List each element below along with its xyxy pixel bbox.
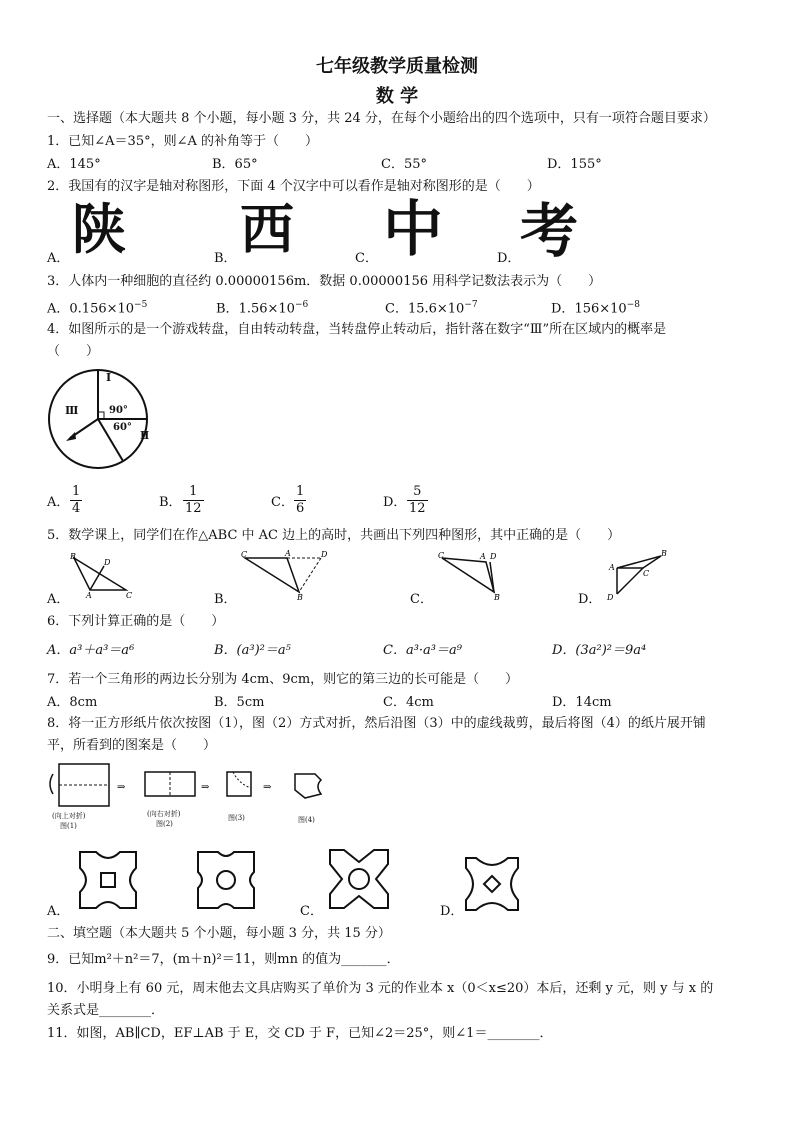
q1-option-d: D．155°: [547, 157, 602, 172]
subject-title: 数 学: [375, 86, 419, 107]
q11-text: 11．如图，AB∥CD，EF⊥AB 于 E，交 CD 于 F，已知∠2＝25°，则∠1＝________．: [47, 1026, 553, 1041]
q2-char-d: 考: [520, 197, 579, 265]
q2-label-c: C．: [355, 251, 378, 266]
q8-label-a: A．: [47, 904, 70, 919]
q4-option-a-fraction: $\frac{1}{4}$: [72, 484, 81, 516]
svg-text:B: B: [70, 552, 76, 561]
q1-option-b: B．65°: [212, 157, 258, 172]
spinner-figure: [48, 366, 148, 472]
q6-stem: 6．下列计算正确的是（ ）: [47, 614, 225, 629]
q4-label-a: A．: [47, 495, 70, 510]
q6-option-b: B．(a³)²＝a⁵: [214, 643, 291, 658]
q8-stem-line2: 平，所看到的图案是（ ）: [47, 738, 217, 753]
q10-line2: 关系式是________．: [47, 1003, 165, 1018]
fig2-caption-fold: (向右对折): [147, 810, 181, 818]
q2-char-a: 陕: [72, 198, 126, 261]
q5-figure-b: [237, 549, 333, 602]
spinner-angle-90: 90°: [109, 405, 128, 416]
q5-label-d: D．: [578, 592, 602, 607]
q4-label-b: B．: [159, 495, 182, 510]
svg-text:B: B: [494, 593, 500, 602]
q8-label-d: D．: [440, 904, 464, 919]
svg-text:C: C: [241, 550, 248, 559]
q8-option-b-pattern: [194, 848, 258, 912]
q8-folding-steps-figure: [45, 760, 335, 816]
svg-text:D: D: [607, 593, 614, 602]
q7-option-c: C．4cm: [383, 695, 434, 710]
svg-text:A: A: [609, 563, 615, 572]
svg-text:A: A: [285, 549, 291, 558]
q3-option-c: C．$15.6\times 10^{-7}$: [385, 300, 478, 317]
spinner-label-iii: Ⅲ: [65, 404, 79, 417]
q2-label-d: D．: [497, 251, 521, 266]
svg-text:B: B: [297, 593, 303, 602]
exam-title: 七年级教学质量检测: [316, 56, 478, 77]
q1-option-a: A．145°: [47, 157, 101, 172]
q8-option-d-pattern: [462, 854, 522, 914]
q3-option-d: D．$156\times 10^{-8}$: [551, 300, 640, 317]
q5-label-b: B．: [214, 592, 237, 607]
spinner-label-ii: Ⅱ: [140, 429, 150, 442]
fig1-caption-fold: (向上对折): [52, 812, 86, 820]
q6-option-c: C．a³·a³＝a⁹: [383, 643, 462, 658]
q8-option-a-pattern: [76, 848, 140, 912]
svg-text:B: B: [661, 549, 667, 558]
q5-stem: 5．数学课上，同学们在作△ABC 中 AC 边上的高时，共画出下列四种图形，其中正确的是（ ）: [47, 528, 621, 543]
svg-text:C: C: [438, 551, 445, 560]
spinner-label-i: Ⅰ: [106, 371, 112, 384]
svg-text:A: A: [86, 591, 92, 600]
q4-option-b-fraction: $\frac{1}{12}$: [185, 484, 202, 516]
svg-text:A: A: [480, 552, 486, 561]
q2-label-b: B．: [214, 251, 237, 266]
q4-label-c: C．: [271, 495, 294, 510]
fig3-caption: 图(3): [228, 814, 245, 822]
q4-label-d: D．: [383, 495, 407, 510]
q7-option-b: B．5cm: [214, 695, 265, 710]
svg-text:C: C: [643, 569, 650, 578]
svg-text:D: D: [104, 558, 111, 567]
q8-stem: 8．将一正方形纸片依次按图（1），图（2）方式对折，然后沿图（3）中的虚线裁剪，最后将图（4）的纸片展开铺: [47, 716, 706, 731]
q2-label-a: A．: [47, 251, 70, 266]
q6-option-a: A．a³＋a³＝a⁶: [47, 643, 135, 658]
q2-char-b: 西: [240, 198, 294, 261]
section-2-heading: 二、填空题（本大题共 5 个小题，每小题 3 分，共 15 分）: [47, 926, 391, 941]
q7-stem: 7．若一个三角形的两边长分别为 4cm、9cm，则它的第三边的长可能是（ ）: [47, 672, 519, 687]
fig2-caption: 图(2): [156, 820, 173, 828]
section-1-heading: 一、选择题（本大题共 8 个小题，每小题 3 分，共 24 分，在每个小题给出的四个选项中，只有一项符合题目要求）: [47, 111, 716, 126]
q3-option-a: A．$0.156\times 10^{-5}$: [47, 300, 148, 317]
q5-label-c: C．: [410, 592, 433, 607]
q5-figure-c: [436, 552, 502, 600]
q3-option-b: B．$1.56\times 10^{-6}$: [216, 300, 309, 317]
svg-text:⇒: ⇒: [263, 782, 272, 793]
q4-option-d-fraction: $\frac{5}{12}$: [409, 484, 426, 516]
q5-figure-a: [68, 552, 133, 600]
q1-stem: 1．已知∠A＝35°，则∠A 的补角等于（ ）: [47, 134, 319, 149]
q4-stem: 4．如图所示的是一个游戏转盘，自由转动转盘，当转盘停止转动后，指针落在数字“Ⅲ”所在区域内的概率是: [47, 322, 667, 337]
q9-text: 9．已知m²＋n²＝7，(m＋n)²＝11，则mn 的值为_______．: [47, 952, 400, 967]
q2-stem: 2．我国有的汉字是轴对称图形，下面 4 个汉字中可以看作是轴对称图形的是（ ）: [47, 179, 540, 194]
spinner-angle-60: 60°: [113, 422, 132, 433]
svg-text:⇒: ⇒: [117, 782, 126, 793]
q5-figure-d: [603, 548, 669, 600]
svg-text:C: C: [126, 591, 133, 600]
q4-stem-bracket: （ ）: [47, 344, 100, 359]
q10-line1: 10．小明身上有 60 元，周末他去文具店购买了单价为 3 元的作业本 x（0＜x≤20）本后，还剩 y 元，则 y 与 x 的: [47, 981, 714, 996]
q7-option-a: A．8cm: [47, 695, 98, 710]
fig4-caption: 图(4): [298, 816, 315, 824]
q6-option-d: D．(3a²)²＝9a⁴: [552, 643, 647, 658]
svg-text:⇒: ⇒: [201, 782, 210, 793]
q2-char-c: 中: [383, 195, 443, 265]
q5-label-a: A．: [47, 592, 70, 607]
q3-stem: 3．人体内一种细胞的直径约 0.00000156m．数据 0.00000156 用科学记数法表示为（ ）: [47, 274, 602, 289]
svg-text:D: D: [321, 550, 328, 559]
q1-option-c: C．55°: [381, 157, 427, 172]
svg-text:D: D: [490, 552, 497, 561]
fig1-caption: 图(1): [60, 822, 77, 830]
q8-label-c: C．: [300, 904, 323, 919]
q8-option-c-pattern: [326, 846, 392, 912]
q4-option-c-fraction: $\frac{1}{6}$: [296, 484, 305, 516]
q7-option-d: D．14cm: [552, 695, 612, 710]
